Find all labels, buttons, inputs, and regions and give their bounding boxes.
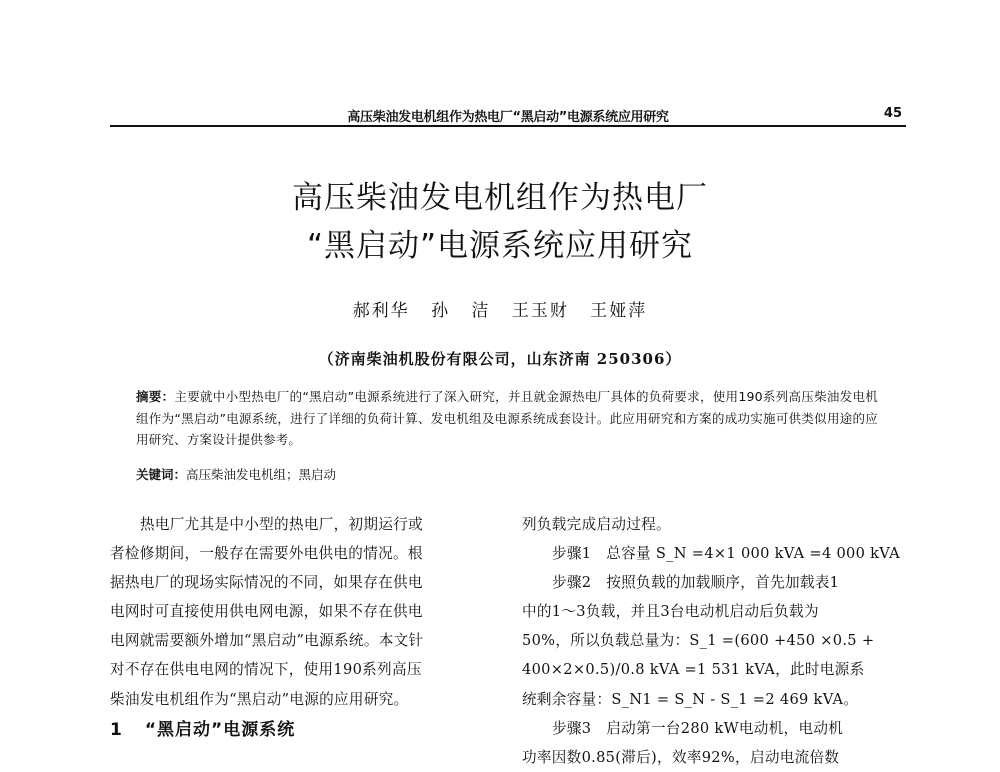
section-number: 1 xyxy=(110,720,123,740)
paper-title-line-1: 高压柴油发电机组作为热电厂 xyxy=(292,180,708,216)
body-line: 步骤1 总容量 S_N =4×1 000 kVA =4 000 kVA xyxy=(552,545,900,563)
left-column xyxy=(110,510,488,714)
body-line: 中的1～3负载，并且3台电动机启动后负载为 xyxy=(522,603,819,621)
body-line: 对不存在供电电网的情况下，使用190系列高压 xyxy=(110,661,422,679)
body-line: 电网就需要额外增加“黑启动”电源系统。本文针 xyxy=(110,632,424,650)
body-line: 柴油发电机组作为“黑启动”电源的应用研究。 xyxy=(110,690,409,708)
body-line: 电网时可直接使用供电网电源，如果不存在供电 xyxy=(110,603,423,621)
body-line: 50%，所以负载总量为：S_1 =(600 +450 ×0.5 + xyxy=(522,632,875,650)
section-heading xyxy=(110,715,295,740)
body-line: 功率因数0.85(滞后)，效率92%，启动电流倍数 xyxy=(522,748,840,766)
abstract xyxy=(136,386,878,451)
abstract-label: 摘要： xyxy=(136,389,175,404)
paper-title-line-2: “黑启动”电源系统应用研究 xyxy=(306,228,694,264)
running-header xyxy=(110,106,906,126)
affiliation: （济南柴油机股份有限公司，山东济南 250306） xyxy=(318,350,682,368)
header-rule xyxy=(110,125,906,127)
body-line: 者检修期间，一般存在需要外电供电的情况。根 xyxy=(110,545,423,563)
authors: 郝利华 孙 洁 王玉财 王娅萍 xyxy=(352,301,648,321)
keywords-label: 关键词： xyxy=(136,467,187,482)
running-title: 高压柴油发电机组作为热电厂“黑启动”电源系统应用研究 xyxy=(347,110,669,125)
abstract-text: 主要就中小型热电厂的“黑启动”电源系统进行了深入研究，并且就金源热电厂具体的负荷要求，使用190系列高压柴油发电机组作为“黑启动”电源系统，进行了详细的负荷计算、发电机组及电源系统成套设计。此应用研究和方案的成功实施可供类似用途的应用研究、方案设计提供参考。 xyxy=(136,389,878,447)
body-line: 据热电厂的现场实际情况的不同，如果存在供电 xyxy=(110,574,423,592)
section-title: “黑启动”电源系统 xyxy=(144,720,296,740)
body-line: 400×2×0.5)/0.8 kVA =1 531 kVA，此时电源系 xyxy=(522,661,865,679)
keywords-text: 高压柴油发电机组；黑启动 xyxy=(186,467,337,482)
page-number: 45 xyxy=(883,106,902,121)
right-column xyxy=(522,510,906,772)
body-line: 步骤2 按照负载的加载顺序，首先加载表1 xyxy=(552,574,840,592)
body-line: 列负载完成启动过程。 xyxy=(522,516,671,533)
body-line: 步骤3 启动第一台280 kW电动机，电动机 xyxy=(552,719,844,737)
keywords xyxy=(136,465,878,483)
body-line: 热电厂尤其是中小型的热电厂，初期运行或 xyxy=(140,516,423,533)
body-line: 统剩余容量：S_N1 = S_N - S_1 =2 469 kVA。 xyxy=(522,690,859,708)
